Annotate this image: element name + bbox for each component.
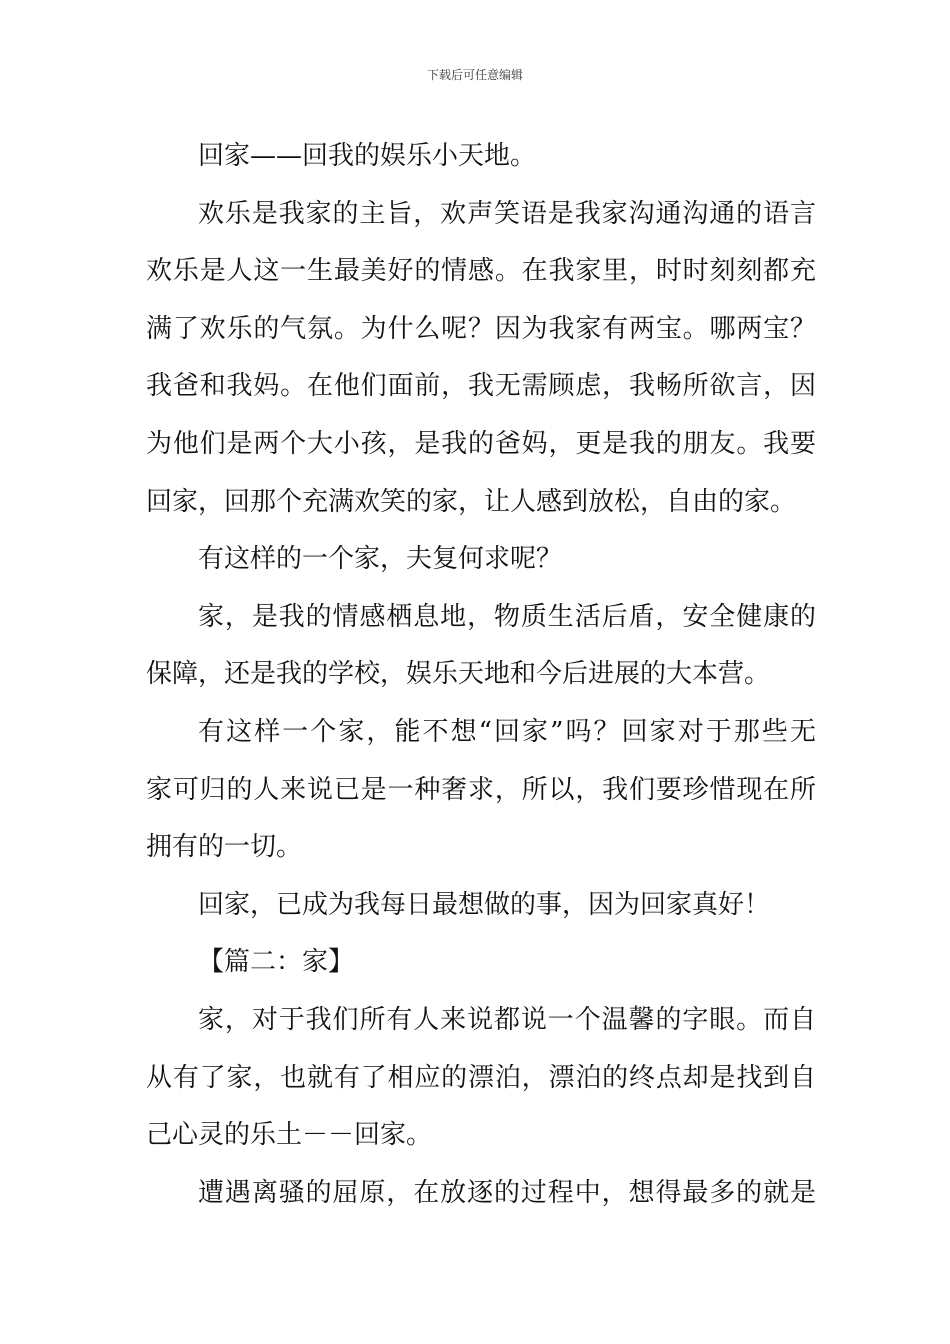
text-line: 【篇二：家】 (198, 947, 355, 978)
text-line: 拥有的一切。 (146, 832, 303, 863)
text-line: 保障，还是我的学校，娱乐天地和今后进展的大本营。 (146, 659, 771, 690)
text-line: 回家——回我的娱乐小天地。 (198, 141, 537, 171)
text-line: 为他们是两个大小孩，是我的爸妈，更是我的朋友。我要 (146, 428, 816, 459)
text-line: 从有了家，也就有了相应的漂泊，漂泊的终点却是找到自 (146, 1062, 816, 1093)
text-line: 欢乐是我家的主旨，欢声笑语是我家沟通沟通的语言 (198, 198, 816, 229)
text-line: 家，对于我们所有人来说都说一个温馨的字眼。而自 (198, 1004, 816, 1035)
text-line: 家可归的人来说已是一种奢求，所以，我们要珍惜现在所 (146, 774, 816, 805)
page-header: 下载后可任意编辑 (426, 68, 523, 82)
text-line: 己心灵的乐土－－回家。 (146, 1120, 433, 1151)
text-line: 家，是我的情感栖息地，物质生活后盾，安全健康的 (198, 601, 816, 632)
text-line: 欢乐是人这一生最美好的情感。在我家里，时时刻刻都充 (146, 256, 816, 287)
text-line: 有这样一个家，能不想“回家”吗？回家对于那些无 (198, 716, 816, 747)
text-line: 满了欢乐的气氛。为什么呢？因为我家有两宝。哪两宝？ (146, 313, 816, 344)
text-line: 回家，回那个充满欢笑的家，让人感到放松，自由的家。 (146, 486, 797, 517)
text-line: 有这样的一个家，夫复何求呢？ (198, 544, 563, 575)
text-line: 我爸和我妈。在他们面前，我无需顾虑，我畅所欲言，因 (146, 371, 816, 402)
text-line: 遭遇离骚的屈原，在放逐的过程中，想得最多的就是 (198, 1177, 816, 1208)
text-line: 回家，已成为我每日最想做的事，因为回家真好！ (198, 889, 771, 920)
body-text (146, 128, 816, 1222)
